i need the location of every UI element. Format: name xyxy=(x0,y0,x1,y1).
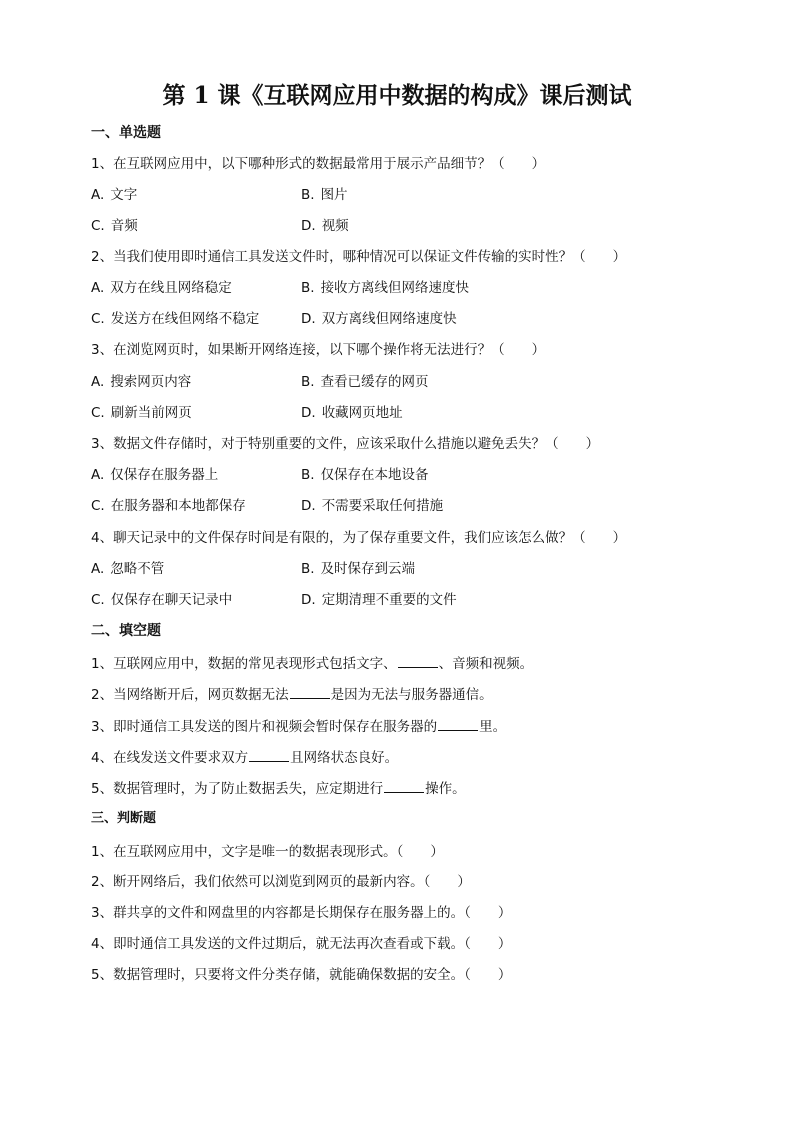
option-b: B. 查看已缓存的网页 xyxy=(301,374,429,390)
option-b: B. 仅保存在本地设备 xyxy=(301,467,429,483)
section-heading-fill-blank: 二、填空题 xyxy=(91,623,161,639)
answer-blank xyxy=(398,653,438,668)
question-text: 1、在互联网应用中，以下哪种形式的数据最常用于展示产品细节？（ ） xyxy=(91,156,546,172)
option-a: A. 文字 xyxy=(91,187,138,203)
section-heading-true-false: 三、判断题 xyxy=(91,811,157,826)
answer-blank xyxy=(290,684,330,699)
option-d: D. 定期清理不重要的文件 xyxy=(301,592,457,608)
page-title: 第 1 课《互联网应用中数据的构成》课后测试 xyxy=(162,82,632,109)
option-d: D. 收藏网页地址 xyxy=(301,405,403,421)
option-c: C. 发送方在线但网络不稳定 xyxy=(91,311,260,327)
option-c: C. 音频 xyxy=(91,218,138,234)
true-false-question: 4、即时通信工具发送的文件过期后，就无法再次查看或下载。（ ） xyxy=(91,936,512,952)
option-b: B. 图片 xyxy=(301,187,348,203)
fill-blank-question: 2、当网络断开后，网页数据无法 是因为无法与服务器通信。 xyxy=(91,684,493,705)
option-a: A. 搜索网页内容 xyxy=(91,374,192,390)
question-text: 3、在浏览网页时，如果断开网络连接，以下哪个操作将无法进行？（ ） xyxy=(91,342,546,358)
option-d: D. 双方离线但网络速度快 xyxy=(301,311,457,327)
answer-blank xyxy=(438,716,478,731)
fill-blank-question: 1、互联网应用中，数据的常见表现形式包括文字、 、音频和视频。 xyxy=(91,653,533,674)
option-a: A. 仅保存在服务器上 xyxy=(91,467,219,483)
true-false-question: 3、群共享的文件和网盘里的内容都是长期保存在服务器上的。（ ） xyxy=(91,905,512,921)
option-d: D. 不需要采取任何措施 xyxy=(301,498,444,514)
question-text: 2、当我们使用即时通信工具发送文件时，哪种情况可以保证文件传输的实时性？（ ） xyxy=(91,249,627,265)
option-b: B. 及时保存到云端 xyxy=(301,561,416,577)
question-text: 3、数据文件存储时，对于特别重要的文件，应该采取什么措施以避免丢失？（ ） xyxy=(91,436,600,452)
option-c: C. 在服务器和本地都保存 xyxy=(91,498,246,514)
option-a: A. 双方在线且网络稳定 xyxy=(91,280,232,296)
answer-blank xyxy=(384,778,424,793)
question-text: 4、聊天记录中的文件保存时间是有限的，为了保存重要文件，我们应该怎么做？（ ） xyxy=(91,530,627,546)
answer-blank xyxy=(249,747,289,762)
true-false-question: 5、数据管理时，只要将文件分类存储，就能确保数据的安全。（ ） xyxy=(91,967,512,983)
option-a: A. 忽略不管 xyxy=(91,561,165,577)
option-c: C. 仅保存在聊天记录中 xyxy=(91,592,233,608)
fill-blank-question: 3、即时通信工具发送的图片和视频会暂时保存在服务器的 里。 xyxy=(91,716,506,737)
section-heading-single-choice: 一、单选题 xyxy=(91,125,161,141)
fill-blank-question: 5、数据管理时，为了防止数据丢失，应定期进行 操作。 xyxy=(91,778,466,799)
fill-blank-question: 4、在线发送文件要求双方 且网络状态良好。 xyxy=(91,747,398,768)
option-d: D. 视频 xyxy=(301,218,349,234)
option-b: B. 接收方离线但网络速度快 xyxy=(301,280,470,296)
true-false-question: 1、在互联网应用中，文字是唯一的数据表现形式。（ ） xyxy=(91,844,444,860)
true-false-question: 2、断开网络后，我们依然可以浏览到网页的最新内容。（ ） xyxy=(91,874,471,890)
option-c: C. 刷新当前网页 xyxy=(91,405,192,421)
